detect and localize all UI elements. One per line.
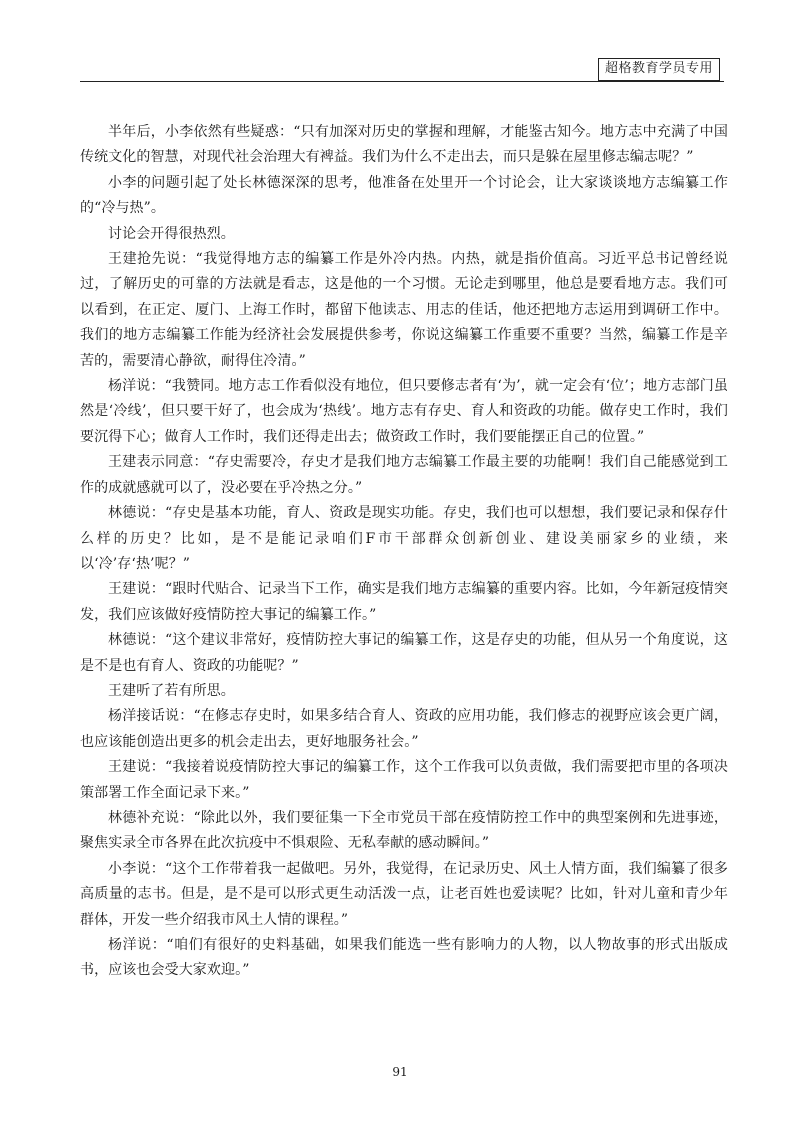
paragraph: 林德说：“存史是基本功能，育人、资政是现实功能。存史，我们也可以想想，我们要记录和保存什么样的历史？比如，是不是能记录咱们F市干部群众创新创业、建设美丽家乡的业绩，来以‘冷’存‘热’呢？” [80,505,728,572]
paragraph: 杨洋接话说：“在修志存史时，如果多结合育人、资政的应用功能，我们修志的视野应该会更广阔，也应该能创造出更多的机会走出去，更好地服务社会。” [80,708,728,750]
header-label: 超格教育学员专用 [598,58,720,81]
paragraph: 王建表示同意：“存史需要冷，存史才是我们地方志编纂工作最主要的功能啊！我们自己能感觉到工作的成就感就可以了，没必要在乎冷热之分。” [80,454,728,496]
paragraph: 小李说：“这个工作带着我一起做吧。另外，我觉得，在记录历史、风土人情方面，我们编纂了很多高质量的志书。但是，是不是可以形式更生动活泼一点，让老百姓也爱读呢？比如，针对儿童和青少年群体，开发一些介绍我市风土人情的课程。” [80,860,728,928]
document-body [80,120,728,984]
paragraph: 小李的问题引起了处长林德深深的思考，他准备在处里开一个讨论会，让大家谈谈地方志编纂工作的“冷与热”。 [80,174,728,217]
header-rule [80,81,724,82]
paragraph: 杨洋说：“我赞同。地方志工作看似没有地位，但只要修志者有‘为’，就一定会有‘位’；地方志部门虽然是‘冷线’，但只要干好了，也会成为‘热线’。地方志有存史、育人和资政的功能。做存史工作时，我们要沉得下心；做育人工作时，我们还得走出去；做资政工作时，我们要能摆正自己的位置。” [80,378,728,445]
paragraph: 王建抢先说：“我觉得地方志的编纂工作是外冷内热。内热，就是指价值高。习近平总书记曾经说过，了解历史的可靠的方法就是看志，这是他的一个习惯。无论走到哪里，他总是要看地方志。我们可以看到，在正定、厦门、上海工作时，都留下他读志、用志的佳话，他还把地方志运用到调研工作中。我们的地方志编纂工作能为经济社会发展提供参考，你说这编纂工作重要不重要？当然，编纂工作是辛苦的，需要清心静欲，耐得住冷清。” [80,251,728,369]
paragraph: 林德补充说：“除此以外，我们要征集一下全市党员干部在疫情防控工作中的典型案例和先进事迹，聚焦实录全市各界在此次抗疫中不惧艰险、无私奉献的感动瞬间。” [80,809,728,852]
paragraph: 王建说：“跟时代贴合、记录当下工作，确实是我们地方志编纂的重要内容。比如，今年新冠疫情突发，我们应该做好疫情防控大事记的编纂工作。” [80,581,728,623]
paragraph: 杨洋说：“咱们有很好的史料基础，如果我们能选一些有影响力的人物，以人物故事的形式出版成书，应该也会受大家欢迎。” [80,937,728,979]
paragraph: 王建听了若有所思。 [108,682,235,699]
paragraph: 王建说：“我接着说疫情防控大事记的编纂工作，这个工作我可以负责做，我们需要把市里的各项决策部署工作全面记录下来。” [80,759,728,801]
paragraph: 林德说：“这个建议非常好，疫情防控大事记的编纂工作，这是存史的功能，但从另一个角度说，这是不是也有育人、资政的功能呢？” [80,632,728,674]
paragraph: 讨论会开得很热烈。 [108,225,235,242]
page-number: 91 [392,1065,408,1079]
paragraph: 半年后，小李依然有些疑惑：“只有加深对历史的掌握和理解，才能鉴古知今。地方志中充满了中国传统文化的智慧，对现代社会治理大有裨益。我们为什么不走出去，而只是躲在屋里修志编志呢？” [80,124,728,166]
